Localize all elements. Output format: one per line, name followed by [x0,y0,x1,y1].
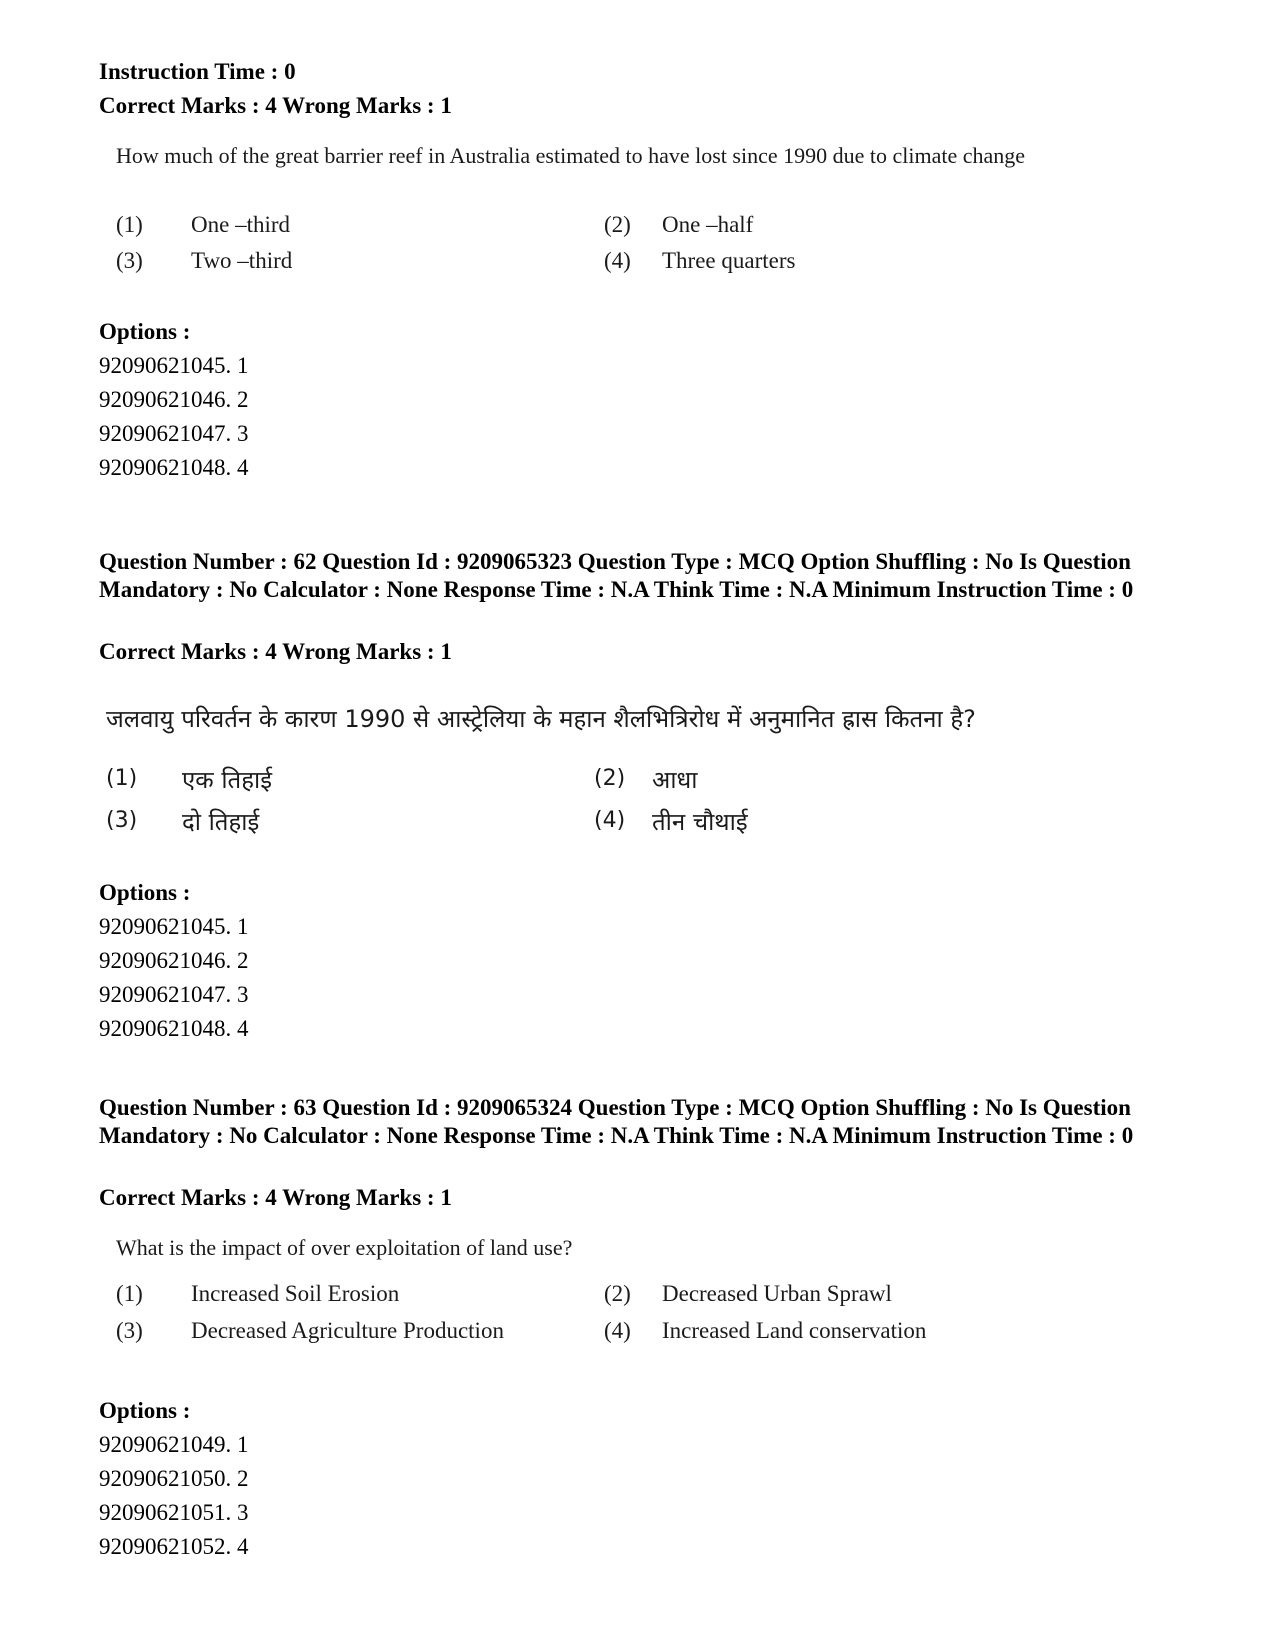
options-title: Options : [99,319,191,344]
options-title: Options : [99,1398,191,1423]
choice-number: (3) [116,248,143,273]
question-header: Question Number : 62 Question Id : 9209065323 Question Type : MCQ Option Shuffling : No Is Question Mandatory : No Calculator : None Response Time : N.A Think Time : N.A Minimum Instruction Time : 0 [99,549,1134,602]
option-line: 92090621050. 2 [99,1466,249,1491]
choice-text: Decreased Agriculture Production [191,1318,504,1343]
marks-line: Correct Marks : 4 Wrong Marks : 1 [99,93,452,118]
choice-number: (2) [604,212,631,237]
choice-text: Increased Soil Erosion [191,1281,400,1306]
option-line: 92090621046. 2 [99,387,249,412]
choice-text: Increased Land conservation [662,1318,927,1343]
choice-number: (4) [604,1318,631,1343]
choice-number: (4) [604,248,631,273]
choice-number: (4) [594,808,626,833]
option-line: 92090621048. 4 [99,455,249,480]
choice-number: (2) [604,1281,631,1306]
option-line: 92090621047. 3 [99,982,249,1007]
option-line: 92090621048. 4 [99,1016,249,1041]
question-text: How much of the great barrier reef in Australia estimated to have lost since 1990 due to climate change [116,143,1026,168]
choice-text: एक तिहाई [182,766,272,794]
choice-number: (2) [594,766,626,791]
choice-text: तीन चौथाई [652,808,748,836]
choice-number: (1) [106,766,138,791]
choice-number: (3) [106,808,138,833]
option-line: 92090621046. 2 [99,948,249,973]
choice-text: दो तिहाई [182,808,260,836]
option-line: 92090621045. 1 [99,353,249,378]
choice-text: आधा [652,766,698,794]
choice-text: Decreased Urban Sprawl [662,1281,892,1306]
choice-number: (1) [116,1281,143,1306]
marks-line: Correct Marks : 4 Wrong Marks : 1 [99,639,452,664]
choice-number: (1) [116,212,143,237]
question-header: Question Number : 63 Question Id : 9209065324 Question Type : MCQ Option Shuffling : No Is Question Mandatory : No Calculator : None Response Time : N.A Think Time : N.A Minimum Instruction Time : 0 [99,1095,1134,1148]
options-title: Options : [99,880,191,905]
choice-number: (3) [116,1318,143,1343]
option-line: 92090621052. 4 [99,1534,249,1559]
choice-text: Two –third [191,248,293,273]
choice-text: One –third [191,212,291,237]
option-line: 92090621047. 3 [99,421,249,446]
choice-text: Three quarters [662,248,796,273]
option-line: 92090621045. 1 [99,914,249,939]
marks-line: Correct Marks : 4 Wrong Marks : 1 [99,1185,452,1210]
option-line: 92090621049. 1 [99,1432,249,1457]
instruction-time: Instruction Time : 0 [99,59,296,84]
option-line: 92090621051. 3 [99,1500,249,1525]
question-text: जलवायु परिवर्तन के कारण 1990 से आस्ट्रेलिया के महान शैलभित्रिरोध में अनुमानित ह्रास कितना है? [106,705,976,733]
choice-text: One –half [662,212,754,237]
question-text: What is the impact of over exploitation of land use? [116,1235,573,1260]
